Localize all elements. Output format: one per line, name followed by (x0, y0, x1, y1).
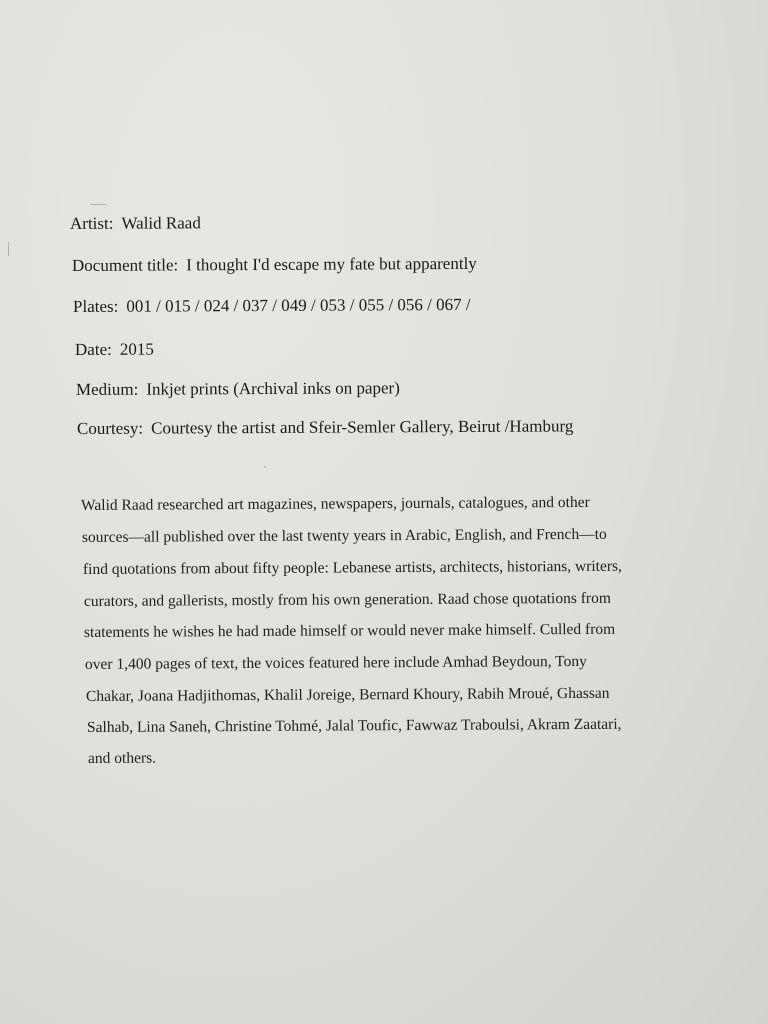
medium-line (76, 378, 400, 400)
courtesy-label: Courtesy: (76, 418, 144, 438)
plates-label: Plates: (72, 296, 119, 316)
plates-value: 001 / 015 / 024 / 037 / 049 / 053 / 055 / 056 / 067 / (126, 294, 471, 316)
document-title-label: Document title: (71, 255, 179, 275)
medium-value: Inkjet prints (Archival inks on paper) (146, 378, 400, 399)
date-line (75, 340, 154, 360)
document-title-line (72, 254, 477, 276)
artist-label: Artist: (69, 213, 114, 233)
description-line: sources—all published over the last twenty years in Arabic, English, and French—to (81, 525, 607, 546)
paper-mark (8, 242, 9, 256)
description-line: curators, and gallerists, mostly from his own generation. Raad chose quotations from (83, 589, 611, 610)
medium-label: Medium: (75, 379, 139, 399)
courtesy-value: Courtesy the artist and Sfeir-Semler Gallery, Beirut /Hamburg (151, 416, 574, 438)
date-label: Date: (74, 339, 112, 359)
paper-mark (90, 204, 106, 205)
artist-value: Walid Raad (121, 213, 201, 233)
courtesy-line (77, 416, 573, 439)
description-line: find quotations from about fifty people: Lebanese artists, architects, historians, writers, (82, 557, 622, 578)
description-line: and others. (87, 749, 157, 767)
description-line: statements he wishes he had made himself or would never make himself. Culled from (83, 620, 616, 641)
paper-mark (264, 466, 266, 468)
document-title-value: I thought I'd escape my fate but apparently (186, 253, 477, 275)
date-value: 2015 (119, 339, 154, 359)
description-line: over 1,400 pages of text, the voices featured here include Amhad Beydoun, Tony (84, 652, 587, 673)
description-line: Salhab, Lina Saneh, Christine Tohmé, Jalal Toufic, Fawwaz Traboulsi, Akram Zaatari, (86, 715, 622, 736)
description-line: Chakar, Joana Hadjithomas, Khalil Joreige, Bernard Khoury, Rabih Mroué, Ghassan (85, 684, 610, 705)
description-line: Walid Raad researched art magazines, newspapers, journals, catalogues, and other (80, 493, 590, 514)
plates-line (73, 295, 471, 317)
artist-line (70, 213, 201, 234)
